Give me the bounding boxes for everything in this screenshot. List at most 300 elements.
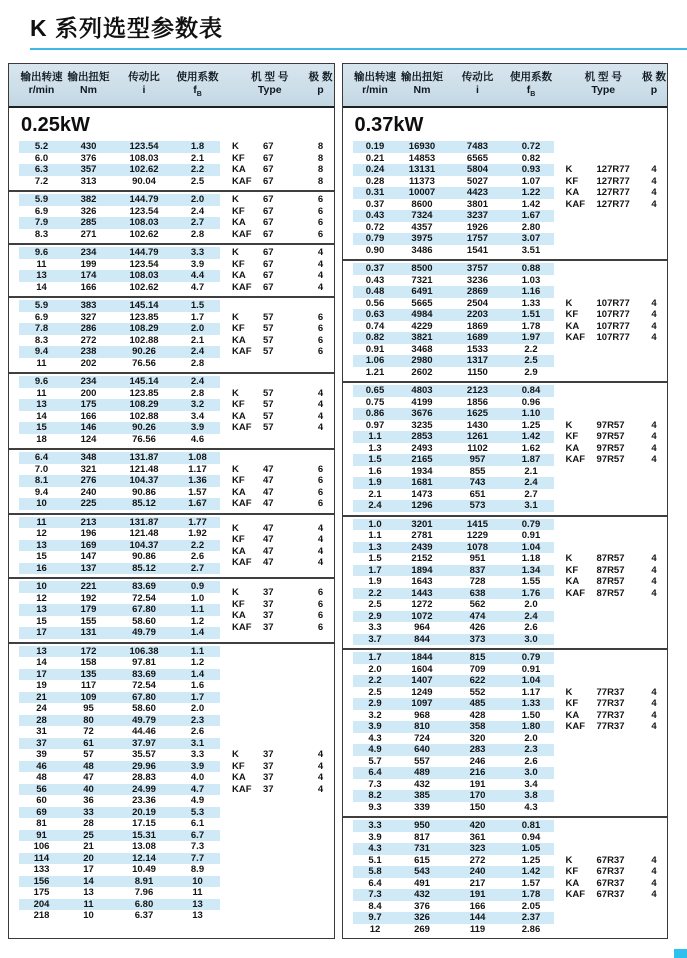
type-model: 97R57 bbox=[596, 431, 625, 443]
table-header bbox=[343, 64, 668, 108]
type-prefix: KAF bbox=[565, 332, 586, 344]
ratio-value: 6.37 bbox=[134, 910, 154, 922]
ratio-value: 90.86 bbox=[132, 551, 156, 563]
table-row bbox=[343, 245, 668, 257]
service-factor-value: 3.9 bbox=[190, 258, 205, 270]
type-prefix: K bbox=[232, 247, 239, 259]
service-factor-value: 3.4 bbox=[190, 410, 205, 422]
ratio-value: 1150 bbox=[467, 366, 488, 378]
output-torque-value: 321 bbox=[80, 463, 97, 475]
header-label-unit: $f_B$ bbox=[193, 84, 202, 99]
table-row bbox=[9, 563, 334, 575]
output-torque-value: 1473 bbox=[411, 488, 433, 500]
service-factor-value: 1.57 bbox=[188, 486, 207, 498]
output-torque-value: 11 bbox=[64, 899, 113, 911]
ratio-value: 951 bbox=[469, 553, 486, 565]
header-label-cn: 极 数 bbox=[308, 71, 333, 83]
table-row bbox=[9, 528, 334, 540]
output-speed-value: 7.8 bbox=[19, 323, 64, 335]
service-factor-value: 10 bbox=[175, 876, 220, 888]
header-col-torque bbox=[398, 71, 447, 101]
ratio-value: 373 bbox=[447, 634, 509, 646]
service-factor-value: 1.17 bbox=[521, 686, 541, 698]
output-torque-value: 276 bbox=[64, 475, 113, 487]
type-prefix: KF bbox=[565, 431, 579, 443]
output-speed-value: 0.86 bbox=[353, 408, 398, 420]
type-prefix: KAF bbox=[232, 228, 252, 240]
table-row bbox=[9, 388, 334, 400]
type-model: 47 bbox=[263, 486, 274, 498]
type-model: 77R37 bbox=[596, 721, 625, 733]
type-model: 47 bbox=[263, 545, 274, 557]
table-row bbox=[9, 358, 334, 370]
table-row bbox=[343, 744, 668, 756]
ratio-value: 957 bbox=[447, 454, 509, 466]
table-row bbox=[343, 912, 668, 924]
table-row bbox=[9, 761, 334, 773]
output-speed-value: 175 bbox=[33, 887, 50, 899]
header-label-unit: r/min bbox=[362, 84, 388, 96]
output-speed-value: 5.8 bbox=[353, 866, 398, 878]
gear-unit-block bbox=[9, 644, 334, 925]
output-torque-value: 17 bbox=[83, 864, 94, 876]
type-prefix: K bbox=[565, 419, 573, 431]
table-row bbox=[343, 652, 668, 664]
output-speed-value: 0.28 bbox=[365, 175, 385, 187]
type-model: 37 bbox=[263, 598, 274, 610]
output-speed-value: 15 bbox=[36, 615, 47, 627]
output-speed-value: 1.7 bbox=[353, 565, 398, 577]
table-row bbox=[343, 530, 668, 542]
service-factor-value: 1.05 bbox=[509, 843, 554, 855]
table-row bbox=[9, 153, 334, 165]
service-factor-value: 1.34 bbox=[509, 565, 554, 577]
service-factor-value: 0.84 bbox=[509, 385, 554, 397]
table-row bbox=[343, 420, 668, 432]
table-row bbox=[9, 282, 334, 294]
service-factor-value: 1.4 bbox=[175, 669, 220, 681]
output-torque-value: 213 bbox=[64, 517, 113, 529]
output-speed-value: 156 bbox=[19, 876, 64, 888]
table-row bbox=[343, 286, 668, 298]
ratio-value: 4423 bbox=[447, 187, 509, 199]
header-label-cn: 传动比 bbox=[461, 71, 494, 83]
table-row bbox=[9, 646, 334, 658]
output-torque-value: 557 bbox=[414, 755, 430, 767]
output-torque-value: 4803 bbox=[398, 385, 447, 397]
service-factor-value: 1.04 bbox=[509, 542, 554, 554]
poles-value: 4 bbox=[651, 686, 657, 698]
service-factor-value: 4.0 bbox=[190, 772, 205, 784]
ratio-value: 217 bbox=[469, 877, 486, 889]
output-speed-value: 0.31 bbox=[353, 187, 398, 199]
service-factor-value: 1.80 bbox=[509, 721, 554, 733]
output-torque-value: 7324 bbox=[398, 210, 447, 222]
output-torque-value: 95 bbox=[83, 703, 94, 715]
service-factor-value: 1.87 bbox=[509, 454, 554, 466]
table-row bbox=[343, 367, 668, 379]
output-torque-value: 3676 bbox=[398, 408, 447, 420]
output-torque-value: 40 bbox=[64, 784, 113, 796]
ratio-value: 145.14 bbox=[113, 300, 175, 312]
service-factor-value: 4.4 bbox=[175, 270, 220, 282]
service-factor-value: 1.10 bbox=[509, 408, 554, 420]
service-factor-value: 1.04 bbox=[509, 675, 554, 687]
poles-value: 4 bbox=[651, 309, 657, 321]
output-speed-value: 12 bbox=[369, 923, 381, 935]
type-prefix: KA bbox=[232, 545, 246, 557]
page-title: K 系列选型参数表 bbox=[30, 15, 223, 41]
type-model: 67 bbox=[263, 270, 274, 282]
service-factor-value: 1.4 bbox=[175, 627, 220, 639]
gear-unit-block bbox=[343, 650, 668, 818]
output-torque-value: 202 bbox=[80, 357, 97, 369]
poles-value: 4 bbox=[317, 281, 324, 293]
type-model: 47 bbox=[263, 534, 274, 546]
type-prefix: KA bbox=[565, 187, 580, 199]
output-speed-value: 2.9 bbox=[353, 611, 398, 623]
output-torque-value: 16930 bbox=[398, 141, 447, 153]
service-factor-value: 2.4 bbox=[175, 376, 220, 388]
poles-value: 4 bbox=[651, 332, 657, 344]
type-model: 57 bbox=[263, 334, 274, 346]
output-speed-value: 0.43 bbox=[353, 210, 398, 222]
service-factor-value: 1.92 bbox=[188, 528, 207, 540]
output-torque-value: 28 bbox=[83, 818, 94, 830]
panel-025kw bbox=[8, 63, 335, 939]
output-speed-value: 3.7 bbox=[353, 634, 398, 646]
table-row bbox=[9, 807, 334, 819]
output-torque-value: 14 bbox=[64, 876, 113, 888]
output-torque-value: 174 bbox=[64, 270, 113, 282]
ratio-value: 7483 bbox=[447, 141, 509, 153]
output-speed-value: 1.3 bbox=[353, 542, 398, 554]
table-row bbox=[9, 487, 334, 499]
output-torque-value: 196 bbox=[80, 528, 97, 540]
output-speed-value: 12 bbox=[36, 528, 47, 540]
ratio-value: 1757 bbox=[447, 233, 509, 245]
poles-value: 4 bbox=[317, 772, 324, 784]
output-speed-value: 7.3 bbox=[353, 889, 398, 901]
output-speed-value: 1.5 bbox=[368, 553, 382, 565]
service-factor-value: 4.9 bbox=[190, 795, 205, 807]
ratio-value: 426 bbox=[469, 622, 486, 634]
type-model: 107R77 bbox=[596, 332, 630, 344]
table-row bbox=[9, 464, 334, 476]
power-section-label: 0.25kW bbox=[21, 114, 90, 137]
output-torque-value: 2602 bbox=[411, 366, 433, 378]
poles-value: 4 bbox=[651, 431, 657, 443]
ratio-value: 108.03 bbox=[113, 270, 175, 282]
poles-value: 4 bbox=[651, 553, 657, 565]
gear-unit-block bbox=[9, 192, 334, 245]
poles-value: 4 bbox=[317, 387, 324, 399]
output-torque-value: 1894 bbox=[398, 565, 447, 577]
table-row bbox=[9, 164, 334, 176]
output-speed-value: 5.9 bbox=[19, 194, 64, 206]
service-factor-value: 1.8 bbox=[175, 141, 220, 153]
table-row bbox=[343, 855, 668, 867]
type-prefix: KAF bbox=[565, 198, 586, 210]
table-row bbox=[9, 229, 334, 241]
type-prefix: K bbox=[565, 164, 573, 176]
poles-value: 6 bbox=[317, 228, 324, 240]
service-factor-value: 4.3 bbox=[524, 801, 538, 813]
table-row bbox=[9, 517, 334, 529]
poles-value: 4 bbox=[651, 320, 657, 332]
header-col-speed bbox=[19, 71, 64, 101]
poles-value: 4 bbox=[651, 698, 657, 710]
output-torque-value: 192 bbox=[80, 592, 97, 604]
output-speed-value: 1.9 bbox=[353, 477, 398, 489]
header-col-type bbox=[566, 71, 642, 101]
header-label-cn: 传动比 bbox=[128, 71, 160, 83]
output-torque-value: 432 bbox=[398, 889, 447, 901]
poles-value: 4 bbox=[317, 422, 324, 434]
ratio-value: 320 bbox=[469, 732, 486, 744]
output-torque-value: 1643 bbox=[411, 576, 433, 588]
table-row bbox=[343, 866, 668, 878]
output-speed-value: 2.9 bbox=[353, 698, 398, 710]
header-label-cn: 输出转速 bbox=[20, 71, 63, 83]
output-torque-value: 430 bbox=[64, 141, 113, 153]
type-model: 127R77 bbox=[596, 175, 630, 187]
poles-value: 8 bbox=[317, 141, 324, 153]
poles-value: 6 bbox=[317, 486, 324, 498]
output-speed-value: 2.2 bbox=[353, 675, 398, 687]
table-row bbox=[343, 332, 668, 344]
ratio-value: 28.83 bbox=[132, 772, 156, 784]
output-torque-value: 14853 bbox=[408, 152, 436, 164]
ratio-value: 10.49 bbox=[132, 864, 156, 876]
ratio-value: 131.87 bbox=[113, 517, 175, 529]
output-speed-value: 114 bbox=[19, 853, 64, 865]
type-model: 47 bbox=[263, 463, 274, 475]
service-factor-value: 2.2 bbox=[175, 540, 220, 552]
table-row bbox=[9, 581, 334, 593]
table-row bbox=[343, 599, 668, 611]
service-factor-value: 3.9 bbox=[175, 422, 220, 434]
output-speed-value: 0.37 bbox=[365, 198, 385, 210]
service-factor-value: 2.0 bbox=[190, 703, 205, 715]
type-model: 67R37 bbox=[596, 889, 625, 901]
ratio-value: 1926 bbox=[466, 221, 489, 233]
output-torque-value: 199 bbox=[80, 258, 97, 270]
type-model: 37 bbox=[263, 610, 274, 622]
type-model: 67 bbox=[263, 228, 274, 240]
service-factor-value: 1.78 bbox=[521, 320, 541, 332]
service-factor-value: 1.33 bbox=[521, 297, 541, 309]
poles-value: 4 bbox=[651, 175, 657, 187]
poles-value: 6 bbox=[317, 621, 324, 633]
table-row bbox=[343, 843, 668, 855]
output-speed-value: 2.5 bbox=[368, 686, 382, 698]
type-prefix: KAF bbox=[232, 422, 252, 434]
output-speed-value: 4.9 bbox=[353, 744, 398, 756]
table-row bbox=[343, 222, 668, 234]
output-speed-value: 8.3 bbox=[34, 228, 49, 240]
ratio-value: 104.37 bbox=[113, 475, 175, 487]
header-col-poles bbox=[308, 71, 334, 101]
type-prefix: K bbox=[232, 311, 239, 323]
ratio-value: 1869 bbox=[466, 320, 489, 332]
type-prefix: K bbox=[565, 553, 573, 565]
ratio-value: 131.87 bbox=[113, 452, 175, 464]
service-factor-value: 1.2 bbox=[190, 615, 205, 627]
output-torque-value: 383 bbox=[64, 300, 113, 312]
output-speed-value: 0.19 bbox=[353, 141, 398, 153]
type-model: 67 bbox=[263, 217, 274, 229]
service-factor-value: 0.93 bbox=[509, 164, 554, 176]
output-torque-value: 131 bbox=[64, 627, 113, 639]
type-prefix: KF bbox=[232, 399, 245, 411]
type-prefix: K bbox=[232, 194, 239, 206]
output-speed-value: 9.7 bbox=[353, 912, 398, 924]
table-row bbox=[9, 899, 334, 911]
type-prefix: KF bbox=[232, 760, 245, 772]
output-speed-value: 6.4 bbox=[19, 452, 64, 464]
ratio-value: 144 bbox=[447, 912, 509, 924]
type-prefix: KAF bbox=[232, 557, 252, 569]
service-factor-value: 1.77 bbox=[175, 517, 220, 529]
output-torque-value: 4229 bbox=[411, 320, 433, 332]
service-factor-value: 1.42 bbox=[509, 866, 554, 878]
output-torque-value: 3468 bbox=[411, 343, 433, 355]
gear-unit-block bbox=[343, 383, 668, 517]
header-label-cn: 极 数 bbox=[642, 71, 666, 83]
ratio-value: 2869 bbox=[447, 286, 509, 298]
output-torque-value: 543 bbox=[398, 866, 447, 878]
ratio-value: 123.85 bbox=[129, 311, 159, 323]
output-torque-value: 3235 bbox=[411, 419, 433, 431]
ratio-value: 72.54 bbox=[132, 592, 156, 604]
service-factor-value: 1.97 bbox=[509, 332, 554, 344]
table-row bbox=[343, 466, 668, 478]
table-row bbox=[9, 726, 334, 738]
header-col-torque bbox=[64, 71, 113, 101]
header-label-cn: 输出扭矩 bbox=[401, 71, 443, 83]
poles-value: 4 bbox=[651, 889, 657, 901]
table-row bbox=[9, 853, 334, 865]
output-speed-value: 0.48 bbox=[353, 286, 398, 298]
ratio-value: 638 bbox=[447, 588, 509, 600]
output-torque-value: 146 bbox=[64, 422, 113, 434]
header-label-cn: 输出转速 bbox=[354, 71, 396, 83]
output-speed-value: 2.4 bbox=[353, 500, 398, 512]
output-torque-value: 48 bbox=[64, 761, 113, 773]
service-factor-value: 2.0 bbox=[524, 599, 538, 611]
service-factor-value: 3.3 bbox=[190, 749, 205, 761]
service-factor-value: 7.3 bbox=[190, 841, 205, 853]
table-row bbox=[9, 627, 334, 639]
ratio-value: 37.97 bbox=[113, 738, 175, 750]
output-speed-value: 1.7 bbox=[353, 652, 398, 664]
ratio-value: 651 bbox=[469, 488, 486, 500]
table-row bbox=[9, 703, 334, 715]
service-factor-value: 1.07 bbox=[521, 175, 541, 187]
output-speed-value: 13 bbox=[19, 540, 64, 552]
header-col-poles bbox=[641, 71, 667, 101]
service-factor-value: 0.91 bbox=[521, 663, 541, 675]
type-prefix: KA bbox=[565, 320, 580, 332]
service-factor-value: 2.37 bbox=[509, 912, 554, 924]
type-model: 37 bbox=[263, 587, 274, 599]
poles-value: 4 bbox=[651, 297, 657, 309]
service-factor-value: 2.0 bbox=[524, 732, 538, 744]
type-prefix: K bbox=[232, 587, 239, 599]
output-torque-value: 7321 bbox=[411, 274, 433, 286]
ratio-value: 49.79 bbox=[113, 715, 175, 727]
type-prefix: KA bbox=[232, 164, 246, 176]
ratio-value: 17.15 bbox=[132, 818, 156, 830]
table-row bbox=[343, 767, 668, 779]
output-torque-value: 155 bbox=[80, 615, 97, 627]
output-speed-value: 8.4 bbox=[368, 900, 382, 912]
service-factor-value: 3.9 bbox=[175, 761, 220, 773]
service-factor-value: 1.36 bbox=[175, 475, 220, 487]
type-model: 67 bbox=[263, 205, 274, 217]
output-speed-value: 11 bbox=[36, 387, 47, 399]
poles-value: 4 bbox=[317, 783, 324, 795]
output-torque-value: 225 bbox=[64, 498, 113, 510]
table-row bbox=[343, 385, 668, 397]
output-speed-value: 17 bbox=[19, 627, 64, 639]
output-torque-value: 135 bbox=[64, 669, 113, 681]
panel-037kw bbox=[342, 63, 669, 939]
output-speed-value: 1.1 bbox=[353, 431, 398, 443]
type-prefix: K bbox=[232, 141, 239, 153]
type-prefix: KF bbox=[565, 698, 579, 710]
output-torque-value: 491 bbox=[414, 877, 430, 889]
service-factor-value: 1.5 bbox=[175, 300, 220, 312]
type-model: 107R77 bbox=[596, 309, 630, 321]
type-prefix: KA bbox=[565, 877, 580, 889]
type-model: 67R37 bbox=[596, 866, 625, 878]
table-row bbox=[343, 233, 668, 245]
table-row bbox=[9, 194, 334, 206]
service-factor-value: 2.2 bbox=[175, 164, 220, 176]
output-speed-value: 0.79 bbox=[353, 233, 398, 245]
ratio-value: 35.57 bbox=[132, 749, 156, 761]
type-prefix: K bbox=[565, 854, 573, 866]
service-factor-value: 4.7 bbox=[190, 281, 205, 293]
type-prefix: K bbox=[232, 387, 239, 399]
table-row bbox=[9, 411, 334, 423]
service-factor-value: 1.62 bbox=[521, 442, 541, 454]
gear-unit-block bbox=[9, 245, 334, 298]
output-torque-value: 489 bbox=[398, 767, 447, 779]
type-model: 77R37 bbox=[596, 698, 625, 710]
type-prefix: KF bbox=[232, 598, 245, 610]
poles-value: 6 bbox=[317, 610, 324, 622]
output-torque-value: 1443 bbox=[398, 588, 447, 600]
output-speed-value: 6.4 bbox=[368, 877, 382, 889]
ratio-value: 1533 bbox=[466, 343, 489, 355]
type-model: 37 bbox=[263, 783, 274, 795]
ratio-value: 191 bbox=[447, 889, 509, 901]
service-factor-value: 2.4 bbox=[190, 205, 205, 217]
service-factor-value: 1.33 bbox=[509, 698, 554, 710]
poles-value: 4 bbox=[317, 247, 324, 259]
header-label-unit: r/min bbox=[28, 84, 55, 96]
output-speed-value: 18 bbox=[36, 433, 47, 445]
table-row bbox=[343, 664, 668, 676]
type-prefix: KF bbox=[232, 534, 245, 546]
type-prefix: KA bbox=[232, 410, 246, 422]
output-speed-value: 17 bbox=[19, 669, 64, 681]
table-row bbox=[9, 604, 334, 616]
output-torque-value: 4984 bbox=[398, 309, 447, 321]
